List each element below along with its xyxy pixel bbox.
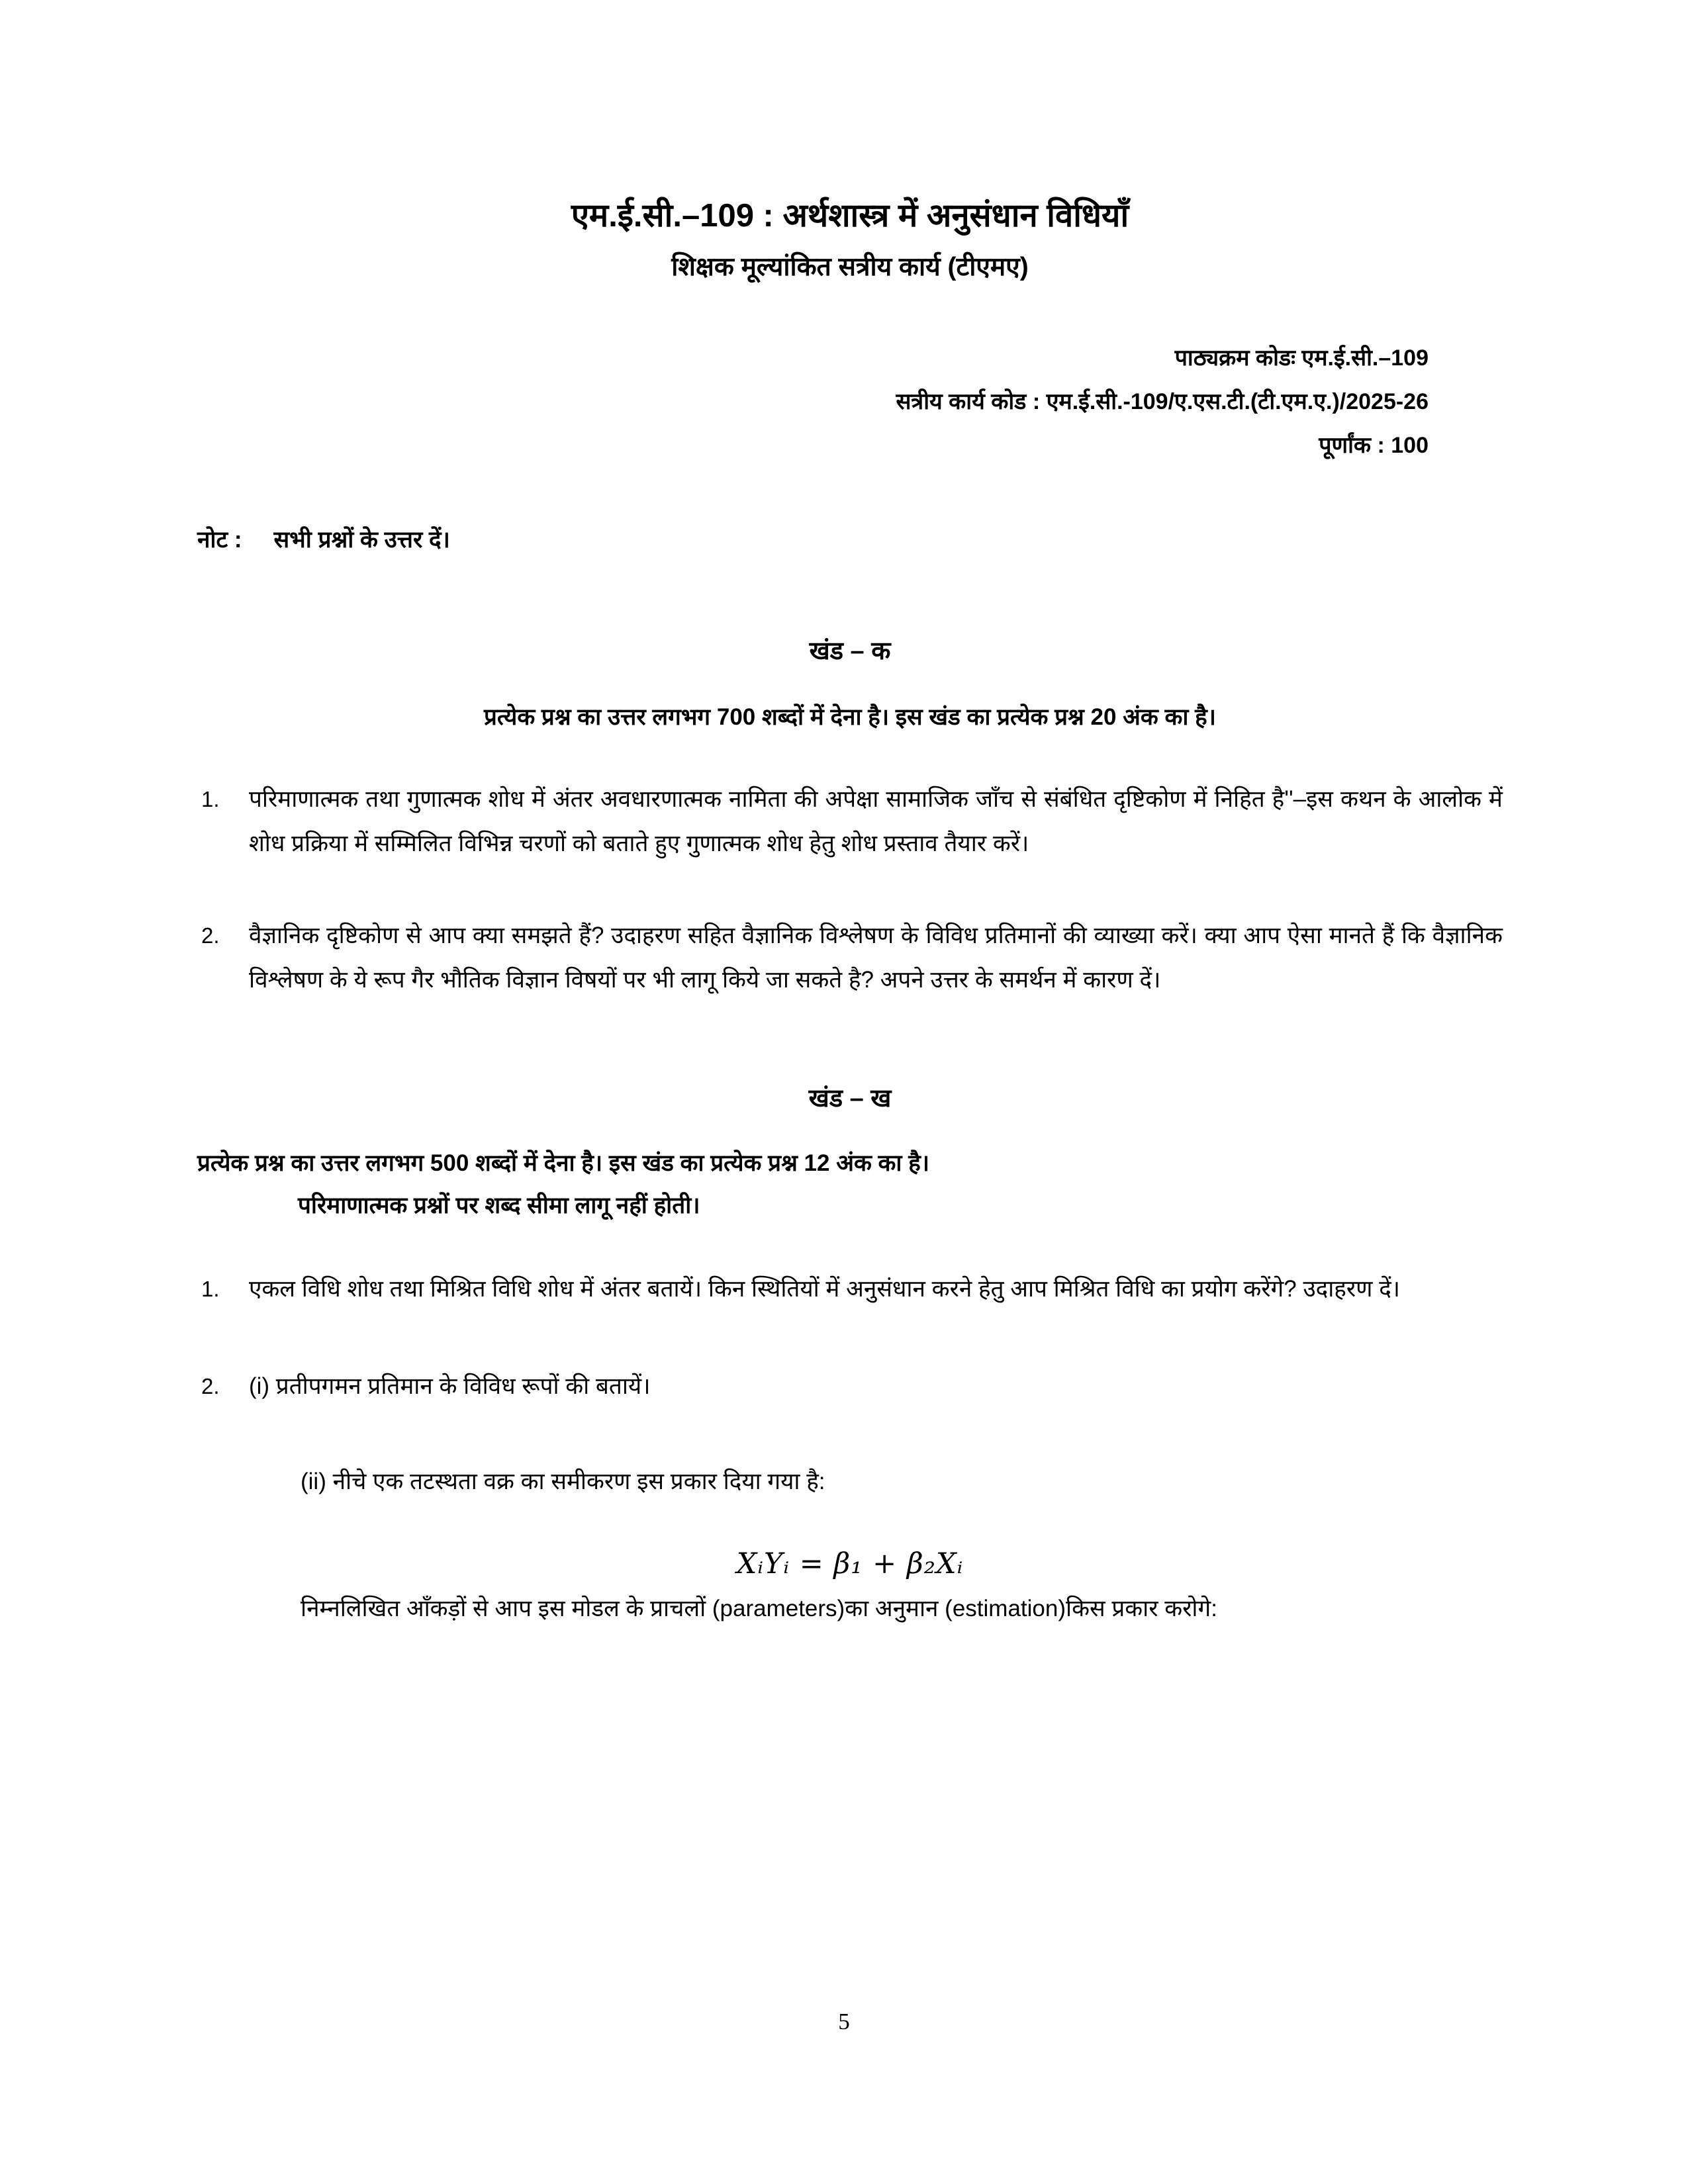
section-a-question-2 xyxy=(197,913,1503,1002)
code-block xyxy=(197,336,1503,468)
section-a-question-1 xyxy=(197,777,1503,866)
section-a-instruction: प्रत्येक प्रश्न का उत्तर लगभग 700 शब्दों में देना है। इस खंड का प्रत्येक प्रश्न 20 अंक का है। xyxy=(483,704,1217,730)
section-b-question-2 xyxy=(197,1364,1503,1408)
assignment-code-line: सत्रीय कार्य कोड : एम.ई.सी.-109/ए.एस.टी.(टी.एम.ए.)/2025-26 xyxy=(896,388,1429,414)
course-title: एम.ई.सी.–109 : अर्थशास्त्र में अनुसंधान विधियाँ xyxy=(571,198,1129,234)
note-row xyxy=(197,523,1503,555)
assignment-subtitle: शिक्षक मूल्यांकित सत्रीय कार्य (टीएमए) xyxy=(671,252,1029,281)
course-code-line: पाठ्यक्रम कोडः एम.ई.सी.–109 xyxy=(1174,345,1429,371)
question-text: एकल विधि शोध तथा मिश्रित विधि शोध में अंतर बतायें। किन स्थितियों में अनुसंधान करने हेतु आप मिश्रित विधि का प्रयोग करेंगे? उदाहरण दें। xyxy=(249,1275,1401,1302)
question-text: परिमाणात्मक तथा गुणात्मक शोध में अंतर अवधारणात्मक नामिता की अपेक्षा सामाजिक जाँच से संबंधित दृष्टिकोण में निहित है''–इस कथन के आलोक में शोध प्रक्रिया में सम्मिलित विभिन्न चरणों को बताते हुए गुणात्मक शोध हेतु शोध प्रस्ताव तैयार करें। xyxy=(249,786,1503,856)
note-text: सभी प्रश्नों के उत्तर दें। xyxy=(273,526,450,553)
question-text: वैज्ञानिक दृष्टिकोण से आप क्या समझते हैं? उदाहरण सहित वैज्ञानिक विश्लेषण के विविध प्रतिमानों की व्याख्या करें। क्या आप ऐसा मानते हैं कि वैज्ञानिक विश्लेषण के ये रूप गैर भौतिक विज्ञान विषयों पर भी लागू किये जा सकते है? अपने उत्तर के समर्थन में कारण दें। xyxy=(249,922,1503,993)
question-number: 1. xyxy=(201,1276,220,1301)
page-number: 5 xyxy=(838,2009,850,2034)
section-b-instruction-line1: प्रत्येक प्रश्न का उत्तर लगभग 500 शब्दों में देना है। इस खंड का प्रत्येक प्रश्न 12 अंक का है। xyxy=(197,1150,930,1176)
question-number: 1. xyxy=(201,786,220,811)
question-part-i: (i) प्रतीपगमन प्रतिमान के विविध रूपों की बतायें। xyxy=(249,1373,651,1399)
max-marks-line: पूर्णांक : 100 xyxy=(1319,433,1429,459)
question-number: 2. xyxy=(201,1373,220,1398)
regression-equation: XᵢYᵢ = β₁ + β₂Xᵢ xyxy=(736,1547,964,1580)
question-followup-text: निम्नलिखित आँकड़ों से आप इस मोडल के प्राचलों (parameters)का अनुमान (estimation)किस प्रकार करोगे: xyxy=(301,1595,1217,1621)
section-b-instruction-line2: परिमाणात्मक प्रश्नों पर शब्द सीमा लागू नहीं होती। xyxy=(298,1192,700,1218)
question-number: 2. xyxy=(201,923,220,948)
section-b-question-1 xyxy=(197,1267,1503,1311)
question-part-ii: (ii) नीचे एक तटस्थता वक्र का समीकरण इस प्रकार दिया गया है: xyxy=(301,1468,825,1494)
note-label: नोट : xyxy=(197,526,242,553)
section-a-heading: खंड – क xyxy=(809,637,891,665)
section-b-heading: खंड – ख xyxy=(808,1084,892,1113)
